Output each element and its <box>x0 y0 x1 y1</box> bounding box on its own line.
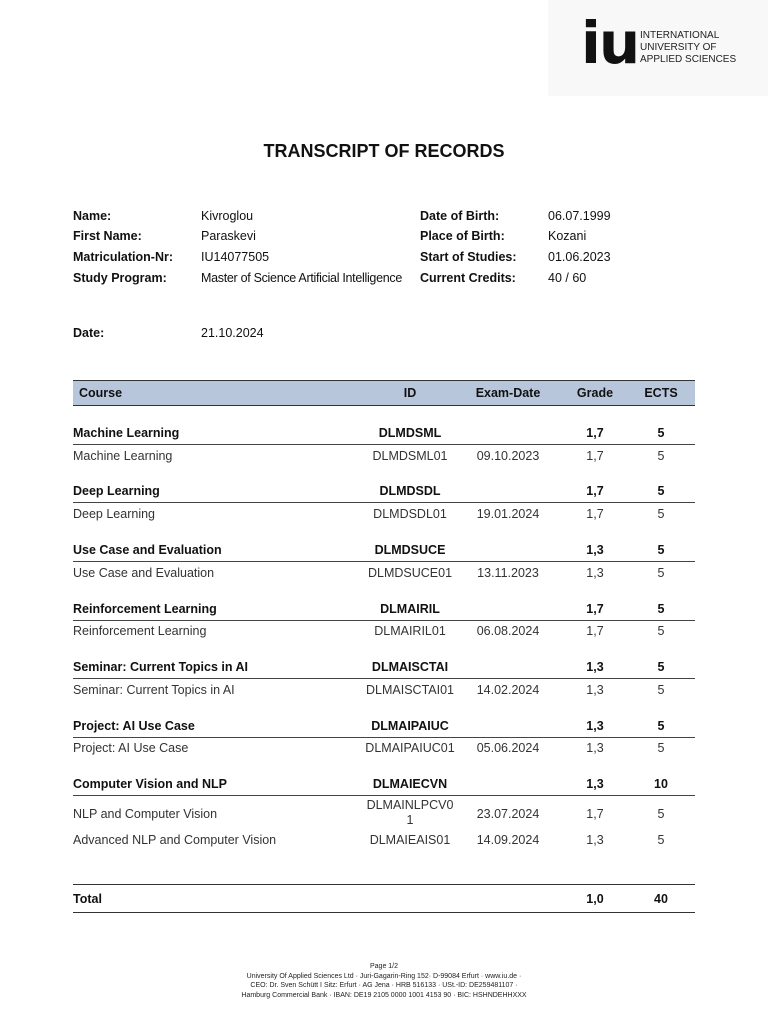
module-ects: 5 <box>657 484 665 498</box>
total-grade: 1,0 <box>586 892 604 906</box>
row-divider <box>73 678 695 679</box>
module-ects: 10 <box>654 777 668 791</box>
exam-id: DLMAIRIL01 <box>374 624 446 638</box>
exam-date: 13.11.2023 <box>477 566 539 580</box>
date-of-birth-label: Date of Birth: <box>420 209 500 223</box>
exam-grade: 1,7 <box>586 807 604 821</box>
exam-date: 14.02.2024 <box>476 683 540 697</box>
row-divider <box>73 737 695 738</box>
name-value: Kivroglou <box>201 209 254 223</box>
study-program-label: Study Program: <box>73 271 167 285</box>
exam-course: NLP and Computer Vision <box>73 807 218 821</box>
exam-ects: 5 <box>657 507 665 521</box>
exam-grade: 1,7 <box>586 624 604 638</box>
university-name-line-3: APPLIED SCIENCES <box>640 54 737 65</box>
university-name-line-1: INTERNATIONAL <box>640 30 720 41</box>
row-divider <box>73 795 695 796</box>
exam-course: Project: AI Use Case <box>73 741 189 755</box>
module-ects: 5 <box>657 543 665 557</box>
module-grade: 1,3 <box>586 660 604 674</box>
module-course: Use Case and Evaluation <box>73 543 222 557</box>
module-ects: 5 <box>657 426 665 440</box>
current-credits-value: 40 / 60 <box>548 271 587 285</box>
exam-id: DLMDSUCE01 <box>367 566 453 580</box>
study-program-value: Master of Science Artificial Intelligence <box>201 271 402 285</box>
exam-grade: 1,3 <box>586 833 604 847</box>
page-number: Page 1/2 <box>369 963 399 970</box>
exam-course: Machine Learning <box>73 449 173 463</box>
exam-course: Use Case and Evaluation <box>73 566 215 580</box>
exam-id: DLMAISCTAI01 <box>366 683 454 697</box>
footer-line-3: Hamburg Commercial Bank · IBAN: DE19 2105 0000 1001 4153 90 · BIC: HSHNDEHHXXX <box>241 991 527 999</box>
exam-course: Deep Learning <box>73 507 156 521</box>
module-ects: 5 <box>657 602 665 616</box>
exam-date: 09.10.2023 <box>476 449 540 463</box>
exam-ects: 5 <box>657 449 665 463</box>
exam-ects: 5 <box>657 741 665 755</box>
module-id: DLMAIECVN <box>372 777 448 791</box>
university-name-line-2: UNIVERSITY OF <box>640 42 717 53</box>
module-id: DLMAIRIL <box>380 602 440 616</box>
header-id: ID <box>403 386 417 400</box>
current-credits-label: Current Credits: <box>420 271 516 285</box>
module-course: Machine Learning <box>73 426 180 440</box>
exam-id: DLMAIEAIS01 <box>369 833 451 847</box>
exam-grade: 1,7 <box>586 507 604 521</box>
exam-course: Reinforcement Learning <box>73 624 207 638</box>
exam-date: 05.06.2024 <box>476 741 540 755</box>
header-ects: ECTS <box>644 386 678 400</box>
matriculation-label: Matriculation-Nr: <box>73 250 173 264</box>
total-top-rule <box>73 884 695 885</box>
module-id: DLMDSML <box>378 426 442 440</box>
date-of-birth-value: 06.07.1999 <box>548 209 611 223</box>
name-label: Name: <box>73 209 112 223</box>
header-course: Course <box>79 386 123 400</box>
start-of-studies-value: 01.06.2023 <box>548 250 611 264</box>
footer-line-1: University Of Applied Sciences Ltd · Juri-Gagarin-Ring 152· D-99084 Erfurt · www.iu.de · <box>246 972 522 980</box>
start-of-studies-label: Start of Studies: <box>420 250 517 264</box>
module-grade: 1,3 <box>586 719 604 733</box>
footer-line-2: CEO: Dr. Sven Schütt I Sitz: Erfurt · AG Jena · HRB 516133 · USt.-ID: DE259481107 · <box>250 982 518 989</box>
exam-course: Advanced NLP and Computer Vision <box>73 833 277 847</box>
date-label: Date: <box>73 326 105 340</box>
module-course: Reinforcement Learning <box>73 602 217 616</box>
exam-grade: 1,7 <box>586 449 604 463</box>
exam-id: DLMAIPAIUC01 <box>365 741 455 755</box>
module-id: DLMDSDL <box>379 484 441 498</box>
exam-date: 19.01.2024 <box>476 507 540 521</box>
module-grade: 1,7 <box>586 484 604 498</box>
module-grade: 1,3 <box>586 777 604 791</box>
exam-grade: 1,3 <box>586 566 604 580</box>
exam-ects: 5 <box>657 566 665 580</box>
module-grade: 1,3 <box>586 543 604 557</box>
exam-date: 14.09.2024 <box>476 833 540 847</box>
module-id: DLMAIPAIUC <box>371 719 449 733</box>
place-of-birth-value: Kozani <box>548 229 587 243</box>
module-course: Deep Learning <box>73 484 160 498</box>
exam-ects: 5 <box>657 833 665 847</box>
exam-date: 06.08.2024 <box>476 624 540 638</box>
matriculation-value: IU14077505 <box>201 250 270 264</box>
date-value: 21.10.2024 <box>201 326 264 340</box>
exam-id-line-1: DLMAINLPCV0 <box>366 798 454 812</box>
exam-id-line-2: 1 <box>406 813 414 827</box>
exam-ects: 5 <box>657 683 665 697</box>
module-grade: 1,7 <box>586 602 604 616</box>
document-title: TRANSCRIPT OF RECORDS <box>263 141 505 161</box>
module-id: DLMDSUCE <box>374 543 446 557</box>
exam-id: DLMDSDL01 <box>373 507 447 521</box>
row-divider <box>73 444 695 445</box>
module-course: Project: AI Use Case <box>73 719 195 733</box>
header-exam-date: Exam-Date <box>475 386 541 400</box>
exam-course: Seminar: Current Topics in AI <box>73 683 235 697</box>
exam-ects: 5 <box>657 807 665 821</box>
module-id: DLMAISCTAI <box>371 660 449 674</box>
university-name <box>640 30 736 66</box>
module-course: Seminar: Current Topics in AI <box>73 660 249 674</box>
exam-id: DLMDSML01 <box>372 449 448 463</box>
exam-ects: 5 <box>657 624 665 638</box>
total-ects: 40 <box>654 892 668 906</box>
page-footer <box>0 962 768 1000</box>
iu-logo-icon: iu <box>581 9 639 77</box>
header-grade: Grade <box>576 386 614 400</box>
place-of-birth-label: Place of Birth: <box>420 229 505 243</box>
row-divider <box>73 502 695 503</box>
module-ects: 5 <box>657 660 665 674</box>
module-course: Computer Vision and NLP <box>73 777 227 791</box>
exam-grade: 1,3 <box>586 741 604 755</box>
row-divider <box>73 620 695 621</box>
row-divider <box>73 561 695 562</box>
first-name-value: Paraskevi <box>201 229 256 243</box>
exam-date: 23.07.2024 <box>476 807 540 821</box>
total-bottom-rule <box>73 912 695 913</box>
exam-id <box>340 798 480 828</box>
module-grade: 1,7 <box>586 426 604 440</box>
total-label: Total <box>73 892 102 906</box>
first-name-label: First Name: <box>73 229 142 243</box>
module-ects: 5 <box>657 719 665 733</box>
exam-grade: 1,3 <box>586 683 604 697</box>
